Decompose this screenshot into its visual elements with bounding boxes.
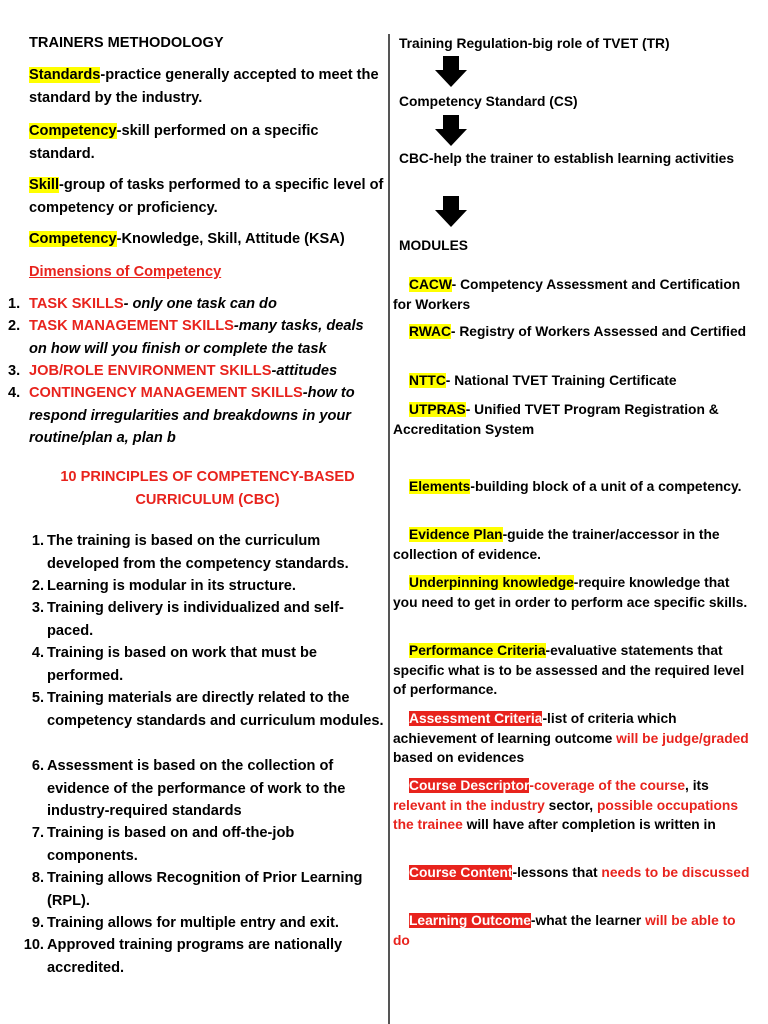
flow-training-regulation: Training Regulation-big role of TVET (TR): [399, 36, 670, 51]
principle-item: 1. The training is based on the curriculum developed from the competency standards.: [31, 533, 349, 572]
dimension-item: 4. CONTINGENCY MANAGEMENT SKILLS-how to respond irregularities and breakdowns in your routine/plan a, plan b: [8, 385, 355, 446]
term-assessment-criteria: Assessment Criteria-list of criteria which achievement of learning outcome will be judge/graded based on evidences: [393, 711, 749, 765]
definition-standards: Standards-practice generally accepted to meet the standard by the industry.: [29, 67, 379, 106]
flow-cbc: CBC-help the trainer to establish learning activities: [399, 151, 735, 166]
flow-competency-standard: Competency Standard (CS): [399, 94, 578, 109]
flow-modules: MODULES: [399, 238, 468, 253]
principle-item: 8. Training allows Recognition of Prior Learning (RPL).: [31, 870, 363, 909]
down-arrow-icon: [433, 196, 469, 228]
definition-ksa: Competency-Knowledge, Skill, Attitude (KSA): [29, 231, 345, 247]
term-performance-criteria: Performance Criteria-evaluative statements that specific what is to be assessed and the required level of performance.: [393, 643, 745, 697]
principle-item: 4. Training is based on work that must be performed.: [31, 645, 318, 684]
principle-item: 5. Training materials are directly related to the competency standards and curriculum modules.: [31, 690, 384, 729]
term-evidence-plan: Evidence Plan-guide the trainer/accessor in the collection of evidence.: [393, 527, 720, 562]
principle-item: 7. Training is based on and off-the-job components.: [31, 825, 295, 864]
definition-competency: Competency-skill performed on a specific standard.: [29, 123, 319, 162]
principle-item: 6. Assessment is based on the collection of evidence of the performance of work to the industry-required standards: [31, 758, 346, 819]
term-course-descriptor: Course Descriptor-coverage of the course, its relevant in the industry sector, possible occupations the trainee will have after completion is written in: [393, 778, 739, 832]
acronym-nttc: NTTC- National TVET Training Certificate: [409, 373, 677, 388]
principles-heading: 10 PRINCIPLES OF COMPETENCY-BASED CURRICULUM (CBC): [60, 469, 355, 508]
page-title: TRAINERS METHODOLOGY: [29, 35, 224, 51]
definition-skill: Skill-group of tasks performed to a specific level of competency or proficiency.: [29, 177, 384, 216]
dimension-item: 3. JOB/ROLE ENVIRONMENT SKILLS-attitudes: [8, 363, 338, 379]
acronym-rwac: RWAC- Registry of Workers Assessed and Certified: [409, 324, 747, 339]
principle-item: 3. Training delivery is individualized and self-paced.: [31, 600, 344, 639]
acronym-utpras: UTPRAS- Unified TVET Program Registration & Accreditation System: [393, 402, 719, 437]
principle-item: 2. Learning is modular in its structure.: [31, 578, 296, 594]
acronym-cacw: CACW- Competency Assessment and Certification for Workers: [393, 277, 741, 312]
dimensions-heading: Dimensions of Competency: [29, 264, 222, 280]
down-arrow-icon: [433, 115, 469, 147]
term-course-content: Course Content-lessons that needs to be discussed: [409, 865, 750, 880]
principle-item: 10. Approved training programs are nationally accredited.: [23, 937, 343, 976]
column-divider: [388, 34, 390, 1024]
down-arrow-icon: [433, 56, 469, 88]
dimension-item: 2. TASK MANAGEMENT SKILLS-many tasks, deals on how will you finish or complete the task: [8, 318, 364, 357]
term-underpinning-knowledge: Underpinning knowledge-require knowledge that you need to get in order to perform ace specific skills.: [393, 575, 748, 610]
dimension-item: 1. TASK SKILLS- only one task can do: [8, 296, 277, 312]
term-learning-outcome: Learning Outcome-what the learner will be able to do: [393, 913, 736, 948]
principle-item: 9. Training allows for multiple entry and exit.: [31, 915, 339, 931]
term-elements: Elements-building block of a unit of a competency.: [409, 479, 742, 494]
